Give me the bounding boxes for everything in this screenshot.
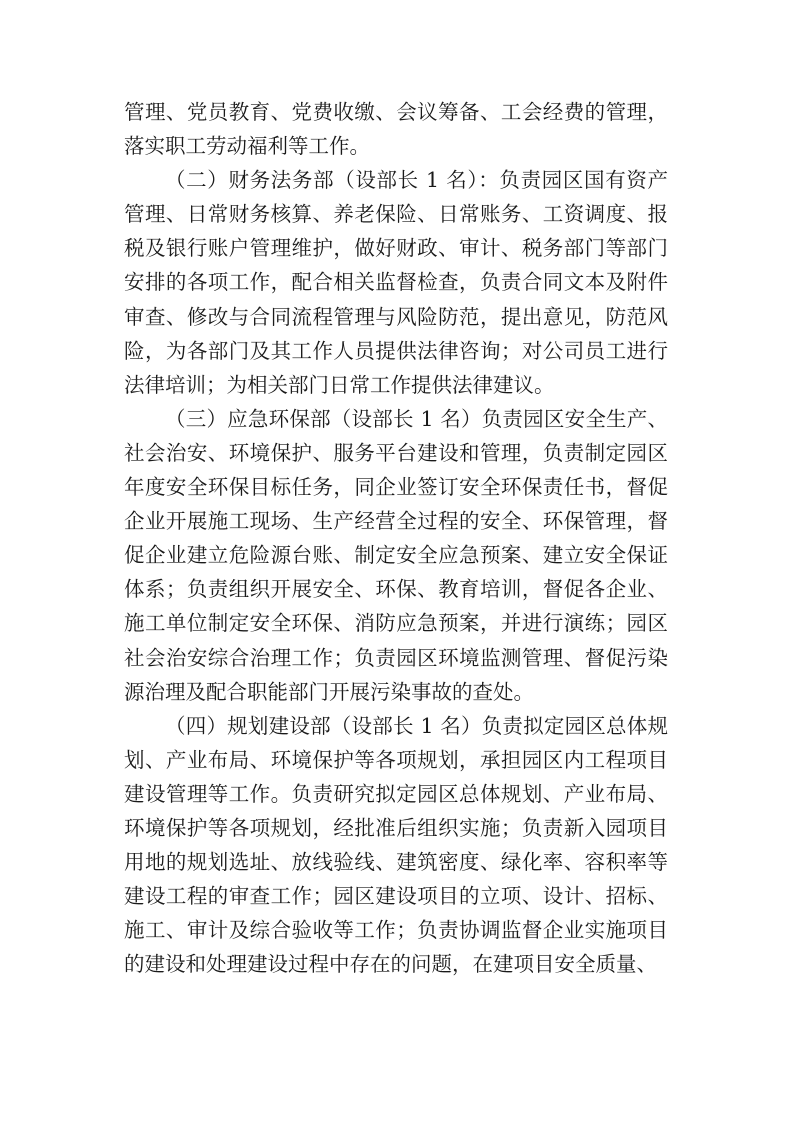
document-body bbox=[124, 95, 668, 981]
paragraph-finance-legal-dept: （二）财务法务部（设部长 1 名）：负责园区国有资产管理、日常财务核算、养老保险、日常账务、工资调度、报税及银行账户管理维护，做好财政、审计、税务部门等部门安排的各项工作，配合相关监督检查，负责合同文本及附件审查、修改与合同流程管理与风险防范，提出意见，防范风险，为各部门及其工作人员提供法律咨询；对公司员工进行法律培训；为相关部门日常工作提供法律建议。 bbox=[124, 168, 668, 397]
paragraph-continuation: 管理、党员教育、党费收缴、会议筹备、工会经费的管理，落实职工劳动福利等工作。 bbox=[124, 100, 668, 159]
paragraph-planning-construction-dept: （四）规划建设部（设部长 1 名）负责拟定园区总体规划、产业布局、环境保护等各项规划，承担园区内工程项目建设管理等工作。负责研究拟定园区总体规划、产业布局、环境保护等各项规划，经批准后组织实施；负责新入园项目用地的规划选址、放线验线、建筑密度、绿化率、容积率等建设工程的审查工作；园区建设项目的立项、设计、招标、施工、审计及综合验收等工作；负责协调监督企业实施项目的建设和处理建设过程中存在的问题，在建项目安全质量、 bbox=[124, 713, 668, 977]
paragraph-emergency-env-dept: （三）应急环保部（设部长 1 名）负责园区安全生产、社会治安、环境保护、服务平台建设和管理，负责制定园区年度安全环保目标任务，同企业签订安全环保责任书，督促企业开展施工现场、生产经营全过程的安全、环保管理，督促企业建立危险源台账、制定安全应急预案、建立安全保证体系；负责组织开展安全、环保、教育培训，督促各企业、施工单位制定安全环保、消防应急预案，并进行演练；园区社会治安综合治理工作；负责园区环境监测管理、督促污染源治理及配合职能部门开展污染事故的查处。 bbox=[124, 406, 668, 704]
